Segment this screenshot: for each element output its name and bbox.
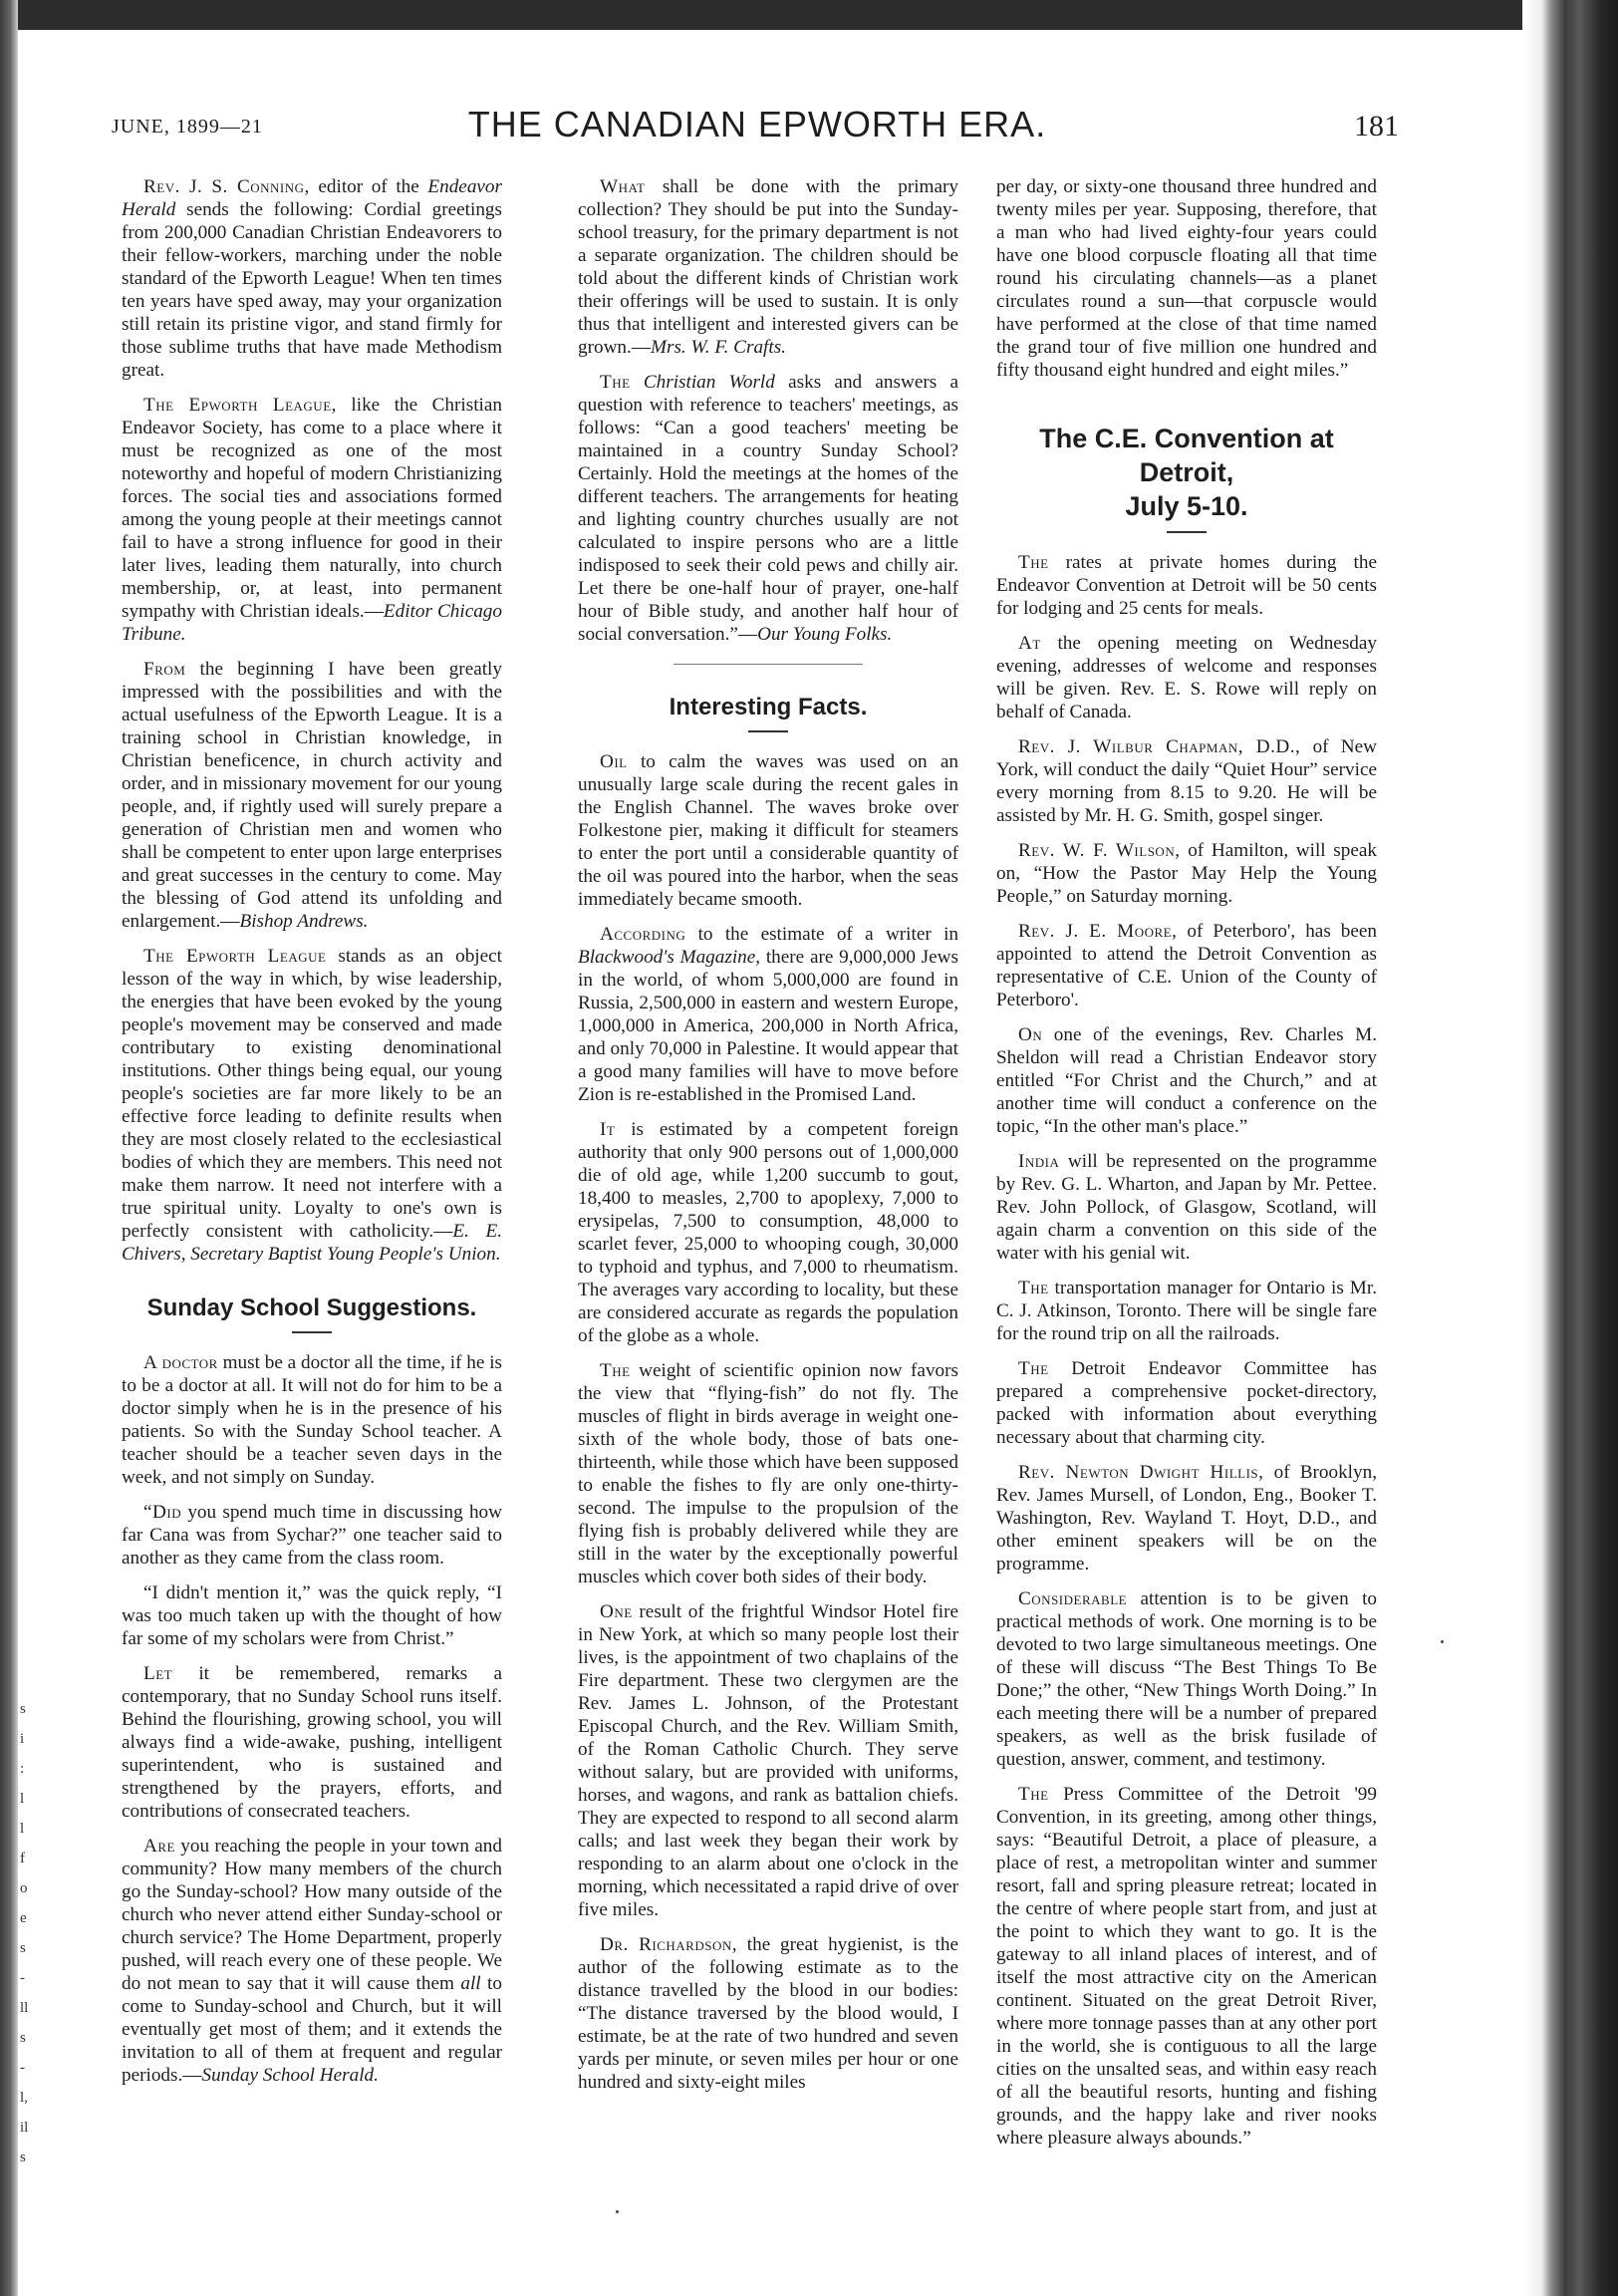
section-heading: Sunday School Suggestions. (146, 1294, 477, 1321)
margin-mark: - (20, 1970, 25, 1986)
paragraph-text: Press Committee of the Detroit '99 Convention, in its greeting, among other things, says: “Beautiful Detroit, a place of pleasure, a place of rest, a metropolitan winter and summer resort, fall and spring pleasure retreat; located in the centre of where people start from, and just at the point to which they want to go. It is the gateway to all inland places of interest, and of itself the most attractive city on the American continent. Situated on the great Detroit River, where more tonnage passes than at any other port in the world, she is contiguous to all the large cities on the unsalted seas, and within easy reach of all the beautiful resorts, hunting and fishing grounds, and the happy lake and river nooks where pleasure always abounds.” (996, 1784, 1377, 2149)
margin-mark: : (20, 1761, 25, 1777)
page-number: 181 (1354, 110, 1399, 143)
paragraph-text: attention is to be given to practical methods of work. One morning is to be devoted to two large simultaneous meetings. One of these will discuss “The Best Things To Be Done;” the other, “New Things Worth Doing.” In each meeting there will be a number of prepared speakers, as well as the brisk fusilade of question, answer, comment, and testimony. (996, 1588, 1377, 1770)
paragraph (996, 632, 1377, 723)
paragraph (996, 1783, 1377, 2150)
heading-rule (1167, 531, 1207, 533)
margin-mark: i (20, 1731, 25, 1747)
italic-text: Endeavor Herald (122, 176, 502, 220)
section-heading: The C.E. Convention at Detroit, (1039, 424, 1334, 487)
paragraph (996, 1461, 1377, 1576)
lead-in: A doctor (143, 1352, 218, 1373)
lead-in: The (1018, 1784, 1049, 1805)
column-right (996, 175, 1377, 2161)
paragraph-text: of New York, will conduct the daily “Quiet Hour” service every morning from 8.15 to 9.20. He will be assisted by Mr. H. G. Smith, gospel singer. (996, 736, 1377, 826)
paragraph-text: one of the evenings, Rev. Charles M. Sheldon will read a Christian Endeavor story entitled “For Christ and the Church,” and at another time will conduct a conference on the topic, “In the other man's place.” (996, 1024, 1377, 1137)
paragraph (996, 1023, 1377, 1138)
paragraph (578, 750, 958, 911)
paragraph (996, 1150, 1377, 1265)
margin-mark: l (20, 1791, 25, 1807)
paragraph-text: “I didn't mention it,” was the quick reply, “I was too much taken up with the thought of how far some of my scholars were from Christ.” (122, 1582, 502, 1649)
left-binding-edge (0, 0, 18, 2296)
margin-mark: ll (20, 2000, 29, 2016)
lead-in: Oil (600, 751, 628, 772)
paragraph-text: of Brooklyn, Rev. James Mursell, of London, Eng., Booker T. Washington, Rev. Wayland T. Hoyt, D.D., and other eminent speakers will be on the programme. (996, 1462, 1377, 1575)
issue-date: JUNE, 1899—21 (112, 116, 263, 138)
top-scan-edge (18, 0, 1522, 30)
attribution: Our Young Folks. (757, 624, 893, 645)
margin-mark: e (20, 1910, 27, 1926)
paragraph-text: , there are 9,000,000 Jews in the world, of whom 5,000,000 are found in Russia, 2,500,000 in eastern and western Europe, 1,000,000 in America, 200,000 in North Africa, and only 70,000 in Palestine. It would appear that a good many families will have to move before Zion is re-established in the Promised Land. (578, 947, 958, 1105)
paragraph-text: must be a doctor all the time, if he is to be a doctor at all. It will not do for him to be a doctor simply when he is in the presence of his patients. So with the Sunday School teacher. A teacher should be a teacher seven days in the week, and not simply on Sunday. (122, 1352, 503, 1488)
paragraph (578, 1600, 958, 1921)
paragraph-text: editor of the (309, 176, 428, 197)
margin-mark: s (20, 2030, 26, 2046)
paragraph-text: to the estimate of a writer in (685, 924, 958, 945)
paragraph-text: stands as an object lesson of the way in which, by wise leadership, the energies that have been evoked by the young people's movement may be conserved and made contributary to existing denominational institutions. Other things being equal, our young people's societies are far more likely to be an effective force leading to definite results when they are most closely related to the ecclesiastical bodies of which they are members. This need not make them narrow. It need not interfere with a true spiritual unity. Loyalty to one's own is perfectly consistent with catholicity.— (122, 946, 502, 1242)
margin-mark: s (20, 1940, 26, 1956)
lead-in: Are (143, 1836, 175, 1857)
section-heading-line-2: July 5-10. (1125, 491, 1248, 521)
paragraph (122, 1835, 502, 2087)
scan-speck (616, 2210, 619, 2213)
lead-in: Let (143, 1663, 173, 1684)
lead-in: It (600, 1119, 616, 1140)
lead-in: What (600, 176, 646, 197)
attribution: Sunday School Herald. (201, 2065, 379, 2086)
attribution: Mrs. W. F. Crafts. (651, 337, 786, 358)
paragraph (996, 175, 1377, 382)
section-divider (674, 664, 863, 665)
margin-mark: il (20, 2120, 29, 2136)
lead-in: Rev. Newton Dwight Hillis, (1018, 1462, 1264, 1483)
paragraph (996, 735, 1377, 827)
paragraph-text: the great hygienist, is the author of the following estimate as to the distance travelled by the blood in our bodies: “The distance traversed by the blood would, I estimate, be at the rate of two hundred and seven yards per minute, or seven miles per hour or one hundred and sixty-eight miles (578, 1934, 958, 2093)
paragraph (996, 551, 1377, 620)
lead-in: “Did (143, 1502, 182, 1523)
lead-in: Dr. Richardson, (600, 1934, 738, 1955)
paragraph (996, 920, 1377, 1011)
section-heading: Interesting Facts. (669, 694, 868, 720)
column-middle (578, 175, 958, 2106)
paragraph-text: you spend much time in discussing how far Cana was from Sychar?” one teacher said to another as they came from the class room. (122, 1502, 502, 1569)
paragraph (578, 1933, 958, 2094)
attribution: E. E. Chivers, Secretary Baptist Young People's Union. (122, 1221, 502, 1265)
paragraph (122, 175, 502, 382)
heading-rule (748, 730, 788, 732)
paragraph-text: to come to Sunday-school and Church, but it will eventually get most of them; and it extends the invitation to all of them at frequent and regular periods.— (122, 1973, 502, 2086)
paragraph (996, 1357, 1377, 1449)
paragraph (122, 1351, 502, 1489)
lead-in: The (600, 1360, 631, 1381)
italic-text: all (460, 1973, 481, 1994)
paragraph (122, 945, 502, 1266)
paragraph-text: of Hamilton, will speak on, “How the Pastor May Help the Young People,” on Saturday morning. (996, 840, 1377, 907)
lead-in: The Epworth League (143, 946, 327, 967)
paragraph-text: rates at private homes during the Endeavor Convention at Detroit will be 50 cents for lodging and 25 cents for meals. (996, 552, 1377, 619)
lead-in: Rev. J. Wilbur Chapman, D.D., (1018, 736, 1301, 757)
paragraph-text: shall be done with the primary collection? They should be put into the Sunday-school treasury, for the primary department is not a separate organization. The children should be told about the different kinds of Christian work their offerings will be used to sustain. It is only thus that intelligent and interested givers can be grown.— (578, 176, 958, 358)
lead-in: The Epworth League, (143, 395, 337, 416)
paragraph-text: the opening meeting on Wednesday evening, addresses of welcome and responses will be given. Rev. E. S. Rowe will reply on behalf of Canada. (996, 633, 1377, 722)
paragraph-text: sends the following: Cordial greetings from 200,000 Canadian Christian Endeavorers to their fellow-workers, marching under the noble standard of the Epworth League! When ten times ten years have sped away, may your organization still retain its pristine vigor, and stand firmly for those sublime truths that have made Methodism great. (122, 199, 502, 381)
lead-in: According (600, 924, 686, 945)
column-left (122, 175, 502, 2099)
paragraph-text: is estimated by a competent foreign authority that only 900 persons out of 1,000,000 die of old age, while 1,200 succumb to gout, 18,400 to measles, 2,700 to apoplexy, 7,000 to erysipelas, 7,500 to consumption, 48,000 to scarlet fever, 25,000 to whooping cough, 30,000 to typhoid and typhus, and 7,000 to rheumatism. The averages vary according to locality, but these are considered accurate as regards the population of the globe as a whole. (578, 1119, 958, 1346)
margin-mark: s (20, 2150, 26, 2165)
paragraph-text: asks and answers a question with reference to teachers' meetings, as follows: “Can a good teachers' meeting be maintained in a country Sunday School? Certainly. Hold the meetings at the homes of the different teachers. The arrangements for heating and lighting country churches usually are not calculated to inspire persons who are a little indisposed to seek their cold pews and chilly air. Let there be one-half hour of prayer, one-half hour of Bible study, and another half hour of social conversation.”— (578, 372, 959, 645)
paragraph-text: to calm the waves was used on an unusually large scale during the recent gales in the English Channel. The waves broke over Folkestone pier, making it difficult for steamers to enter the port until a considerable quantity of the oil was poured into the harbor, when the seas immediately became smooth. (578, 751, 958, 910)
left-margin-fragments (20, 1694, 34, 2172)
lead-in: Rev. J. E. Moore, (1018, 921, 1178, 942)
margin-mark: l, (20, 2090, 28, 2106)
paragraph-text: will be represented on the programme by Rev. G. L. Wharton, and Japan by Mr. Pettee. Rev. John Pollock, of Glasgow, Scotland, will again charm a convention on this side of the water with his genial wit. (996, 1151, 1377, 1264)
margin-mark: f (20, 1851, 25, 1866)
lead-in: Rev. J. S. Conning, (143, 176, 310, 197)
margin-mark: l (20, 1821, 25, 1837)
italic-text: Blackwood's Magazine (578, 947, 756, 968)
paragraph-text: you reaching the people in your town and community? How many members of the church go the Sunday-school? How many outside of the church who never attend either Sunday-school or church service? The Home Department, properly pushed, will reach every one of these people. We do not mean to say that it will cause them (122, 1836, 502, 1994)
paragraph-text: the beginning I have been greatly impressed with the possibilities and with the actual usefulness of the Epworth League. It is a training school in Christian knowledge, in Christian beneficence, in church activity and order, and in missionary movement for our young people, and, if rightly used will surely prepare a generation of Christian men and women who shall be competent to enter upon large enterprises and great successes in the century to come. May the blessing of God attend its unfolding and enlargement.— (122, 659, 502, 932)
paragraph-text: it be remembered, remarks a contemporary, that no Sunday School runs itself. Behind the flourishing, growing school, you will always find a wide-awake, pushing, intelligent superintendent, who is sustained and strengthened by the prayers, efforts, and contributions of consecrated teachers. (122, 1663, 502, 1822)
paragraph-text: transportation manager for Ontario is Mr. C. J. Atkinson, Toronto. There will be single fare for the round trip on all the railroads. (996, 1278, 1377, 1344)
paragraph (578, 1359, 958, 1588)
margin-mark: s (20, 1701, 26, 1717)
lead-in: From (143, 659, 186, 680)
margin-mark: - (20, 2060, 25, 2076)
lead-in: The (1018, 552, 1049, 573)
italic-text: Christian World (643, 372, 775, 393)
scan-speck (1441, 1640, 1444, 1643)
paragraph-text: of Peterboro', has been appointed to attend the Detroit Convention as representative of C.E. Union of the County of Peterboro'. (996, 921, 1377, 1010)
lead-in: The (600, 372, 631, 393)
attribution: Bishop Andrews. (239, 911, 369, 932)
paragraph (122, 394, 502, 646)
paragraph (122, 1501, 502, 1570)
lead-in: The (1018, 1278, 1049, 1298)
lead-in: On (1018, 1024, 1043, 1045)
paragraph (996, 1587, 1377, 1771)
lead-in: One (600, 1601, 633, 1622)
attribution: Editor Chicago Tribune. (122, 601, 502, 645)
margin-mark: o (20, 1880, 28, 1896)
paragraph-text: like the Christian Endeavor Society, has come to a place where it must be recognized as one of the most noteworthy and hopeful of modern Christianizing forces. The social ties and associations formed among the young people at their meetings cannot fail to have a strong influence for good in their later lives, leading them naturally, into church membership, or, at least, into permanent sympathy with Christian ideals.— (122, 395, 502, 622)
paragraph (122, 1581, 502, 1650)
lead-in: Considerable (1018, 1588, 1128, 1609)
page-header (100, 100, 1415, 159)
paragraph (122, 658, 502, 933)
paragraph (996, 1277, 1377, 1345)
paragraph-text: Detroit Endeavor Committee has prepared a comprehensive pocket-directory, packed with information about everything necessary about that charming city. (996, 1358, 1377, 1448)
lead-in: At (1018, 633, 1041, 654)
paragraph (996, 839, 1377, 908)
paragraph (578, 371, 958, 646)
right-book-edge (1522, 0, 1618, 2296)
paragraph (578, 1118, 958, 1347)
lead-in: India (1018, 1151, 1060, 1172)
page-title: THE CANADIAN EPWORTH ERA. (467, 104, 1047, 144)
paragraph (578, 923, 958, 1106)
heading-rule (292, 1331, 332, 1333)
paragraph-text: weight of scientific opinion now favors the view that “flying-fish” do not fly. The muscles of flight in birds average in weight one-sixth of the whole body, those of bats one-thirteenth, while those which have been supposed to enable the fishes to fly are only one-thirty-second. The impulse to the propulsion of the flying fish is probably delivered while they are still in the water by the exceptionally powerful muscles which cover both sides of their body. (578, 1360, 958, 1587)
lead-in: Rev. W. F. Wilson, (1018, 840, 1181, 861)
lead-in: The (1018, 1358, 1049, 1379)
paragraph-text: per day, or sixty-one thousand three hundred and twenty miles per year. Supposing, therefore, that a man who had lived eighty-four years could have one blood corpuscle floating all that time round his circulating channels—as a planet circulates round a sun—that corpuscle would have performed at the close of that time named the grand tour of five million one hundred and fifty thousand eight hundred and eight miles.” (996, 176, 1377, 381)
paragraph (122, 1662, 502, 1823)
paragraph-text: result of the frightful Windsor Hotel fire in New York, at which so many people lost their lives, is the appointment of two chaplains of the Fire department. These two clergymen are the Rev. James L. Johnson, of the Protestant Episcopal Church, and the Rev. William Smith, of the Roman Catholic Church. They serve without salary, but are provided with uniforms, horses, and wagons, and rank as battalion chiefs. They are expected to respond to all second alarm calls; and last week they began their work by responding to an alarm about one o'clock in the morning, which necessitated a rapid drive of over five miles. (578, 1601, 958, 1920)
paragraph (578, 175, 958, 359)
